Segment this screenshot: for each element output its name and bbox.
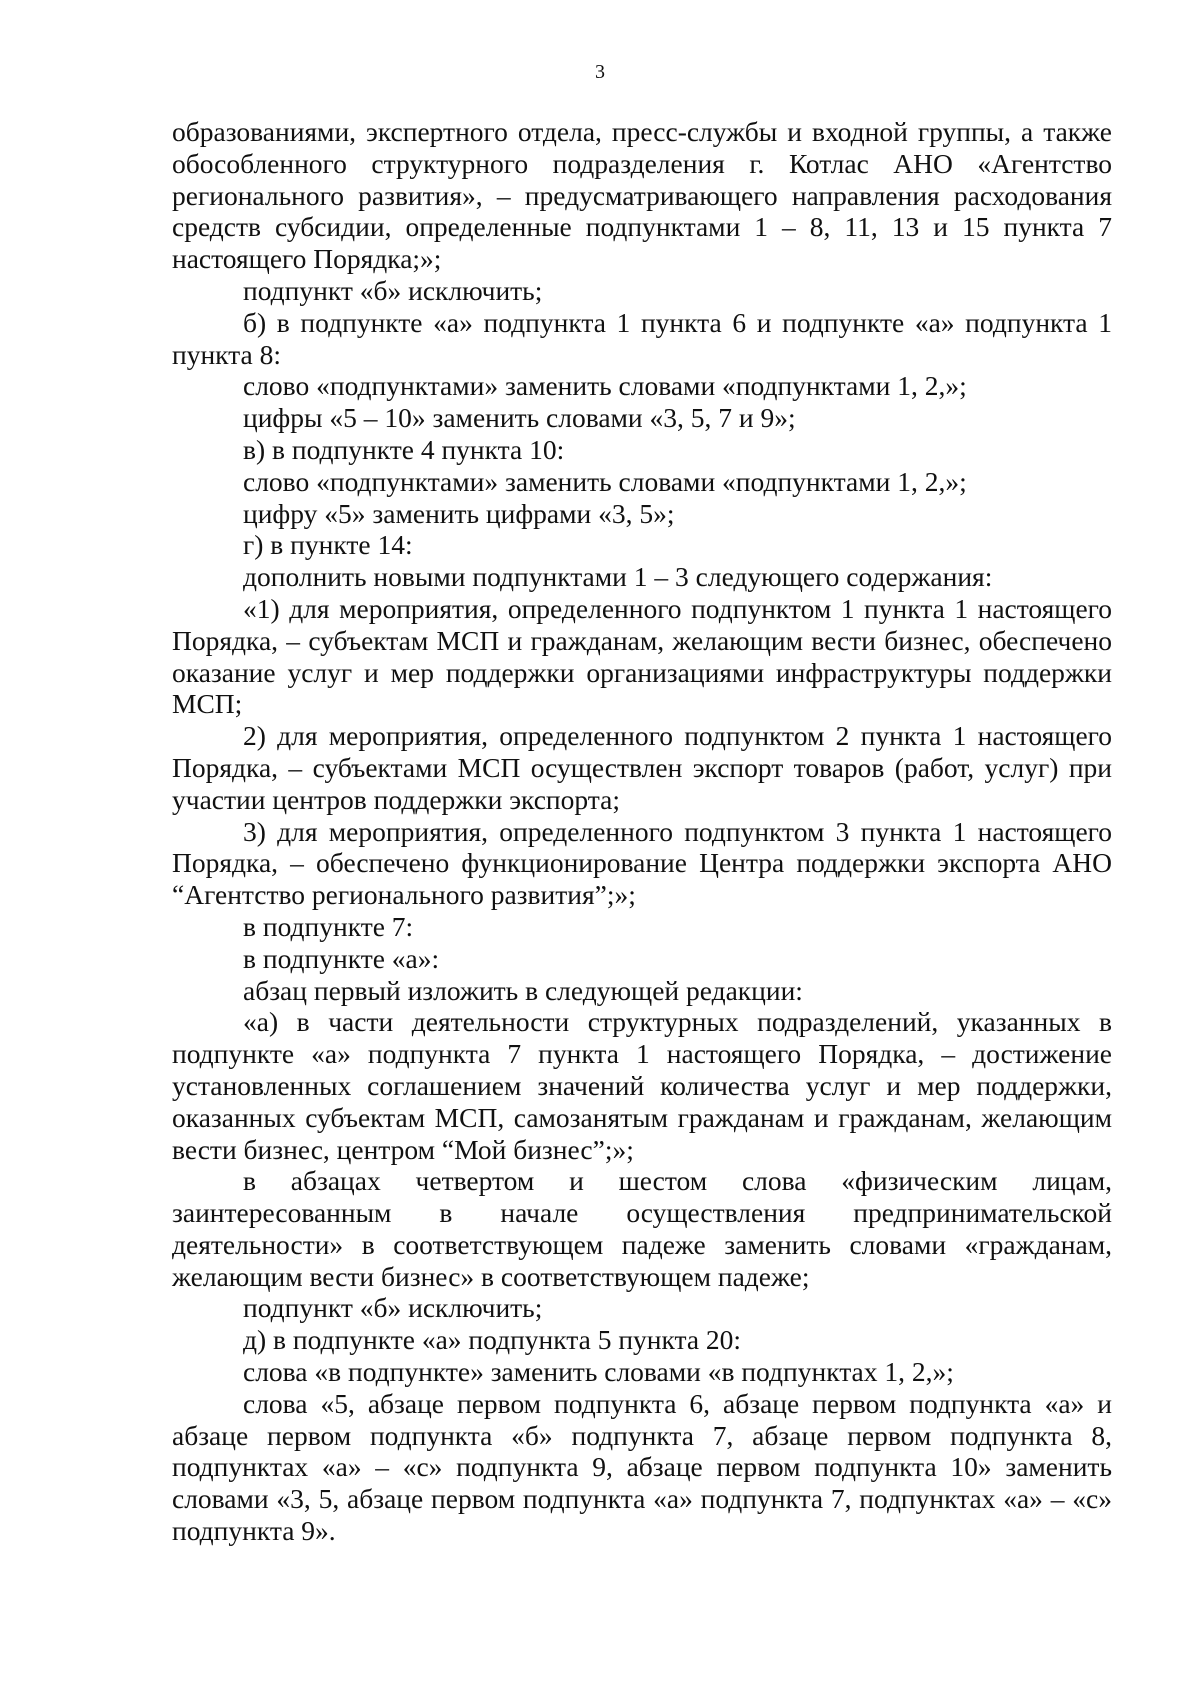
paragraph: в абзацах четвертом и шестом слова «физическим лицам, заинтересованным в начале осуществления предпринимательской деятельности» в соответствующем падеже заменить словами «гражданам, желающим вести бизнес» в соответствующем падеже; <box>172 1165 1112 1292</box>
paragraph: слово «подпунктами» заменить словами «подпунктами 1, 2,»; <box>243 370 967 402</box>
paragraph: «1) для мероприятия, определенного подпунктом 1 пункта 1 настоящего Порядка, – субъектам МСП и гражданам, желающим вести бизнес, обеспечено оказание услуг и мер поддержки организациями инфраструктуры поддержки МСП; <box>172 592 1112 720</box>
paragraph: б) в подпункте «а» подпункта 1 пункта 6 и подпункте «а» подпункта 1 пункта 8: <box>172 306 1112 370</box>
paragraph: слово «подпунктами» заменить словами «подпунктами 1, 2,»; <box>243 465 967 497</box>
paragraph: в подпункте «а»: <box>243 942 440 974</box>
paragraph: д) в подпункте «а» подпункта 5 пункта 20: <box>243 1324 742 1356</box>
paragraph: в) в подпункте 4 пункта 10: <box>243 433 565 465</box>
paragraph: цифру «5» заменить цифрами «3, 5»; <box>243 497 675 529</box>
paragraph: подпункт «б» исключить; <box>243 274 543 306</box>
paragraph: дополнить новыми подпунктами 1 – 3 следующего содержания: <box>243 561 993 593</box>
paragraph: слова «5, абзаце первом подпункта 6, абзаце первом подпункта «а» и абзаце первом подпункта «б» подпункта 7, абзаце первом подпункта 8, подпунктах «а» – «с» подпункта 9, абзаце первом подпункта 10» заменить словами «3, 5, абзаце первом подпункта «а» подпункта 7, подпунктах «а» – «с» подпункта 9». <box>172 1387 1112 1547</box>
paragraph: абзац первый изложить в следующей редакции: <box>243 974 803 1006</box>
document-body <box>172 116 1112 1547</box>
paragraph: г) в пункте 14: <box>243 529 413 561</box>
page-number: 3 <box>595 61 605 83</box>
paragraph: подпункт «б» исключить; <box>243 1292 543 1324</box>
paragraph: в подпункте 7: <box>243 910 414 942</box>
paragraph: цифры «5 – 10» заменить словами «3, 5, 7 и 9»; <box>243 402 796 434</box>
paragraph: «а) в части деятельности структурных подразделений, указанных в подпункте «а» подпункта 7 пункта 1 настоящего Порядка, – достижение установленных соглашением значений количества услуг и мер поддержки, оказанных субъектам МСП, самозанятым гражданам и гражданам, желающим вести бизнес, центром “Мой бизнес”;»; <box>172 1006 1112 1165</box>
paragraph: образованиями, экспертного отдела, пресс-службы и входной группы, а также обособленного структурного подразделения г. Котлас АНО «Агентство регионального развития», – предусматривающего направления расходования средств субсидии, определенные подпунктами 1 – 8, 11, 13 и 15 пункта 7 настоящего Порядка;»; <box>172 116 1112 275</box>
paragraph: 3) для мероприятия, определенного подпунктом 3 пункта 1 настоящего Порядка, – обеспечено функционирование Центра поддержки экспорта АНО “Агентство регионального развития”;»; <box>172 815 1112 911</box>
paragraph: слова «в подпункте» заменить словами «в подпунктах 1, 2,»; <box>243 1356 954 1388</box>
paragraph: 2) для мероприятия, определенного подпунктом 2 пункта 1 настоящего Порядка, – субъектами МСП осуществлен экспорт товаров (работ, услуг) при участии центров поддержки экспорта; <box>172 720 1112 815</box>
